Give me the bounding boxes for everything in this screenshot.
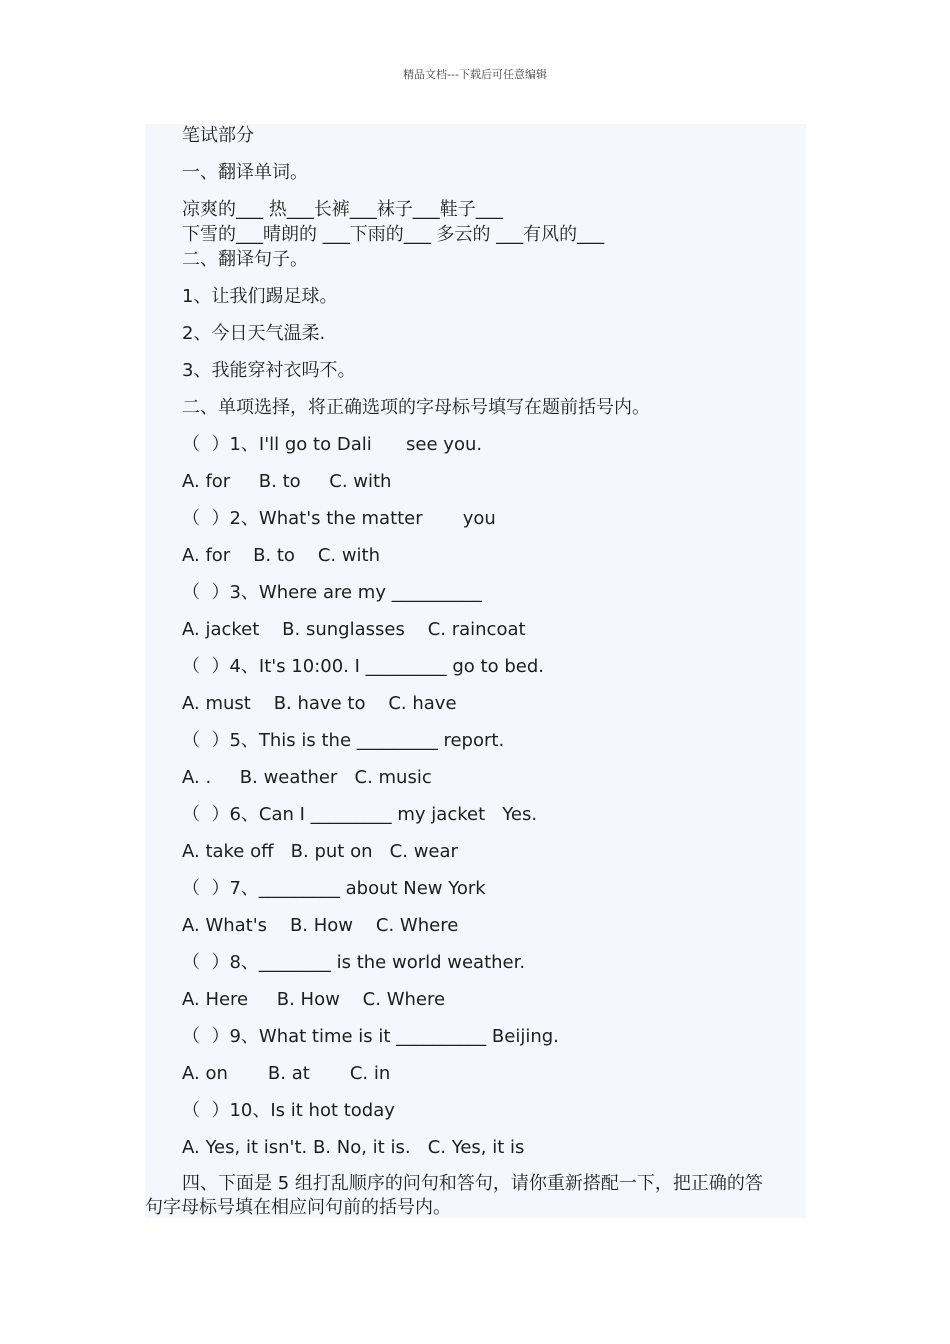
page-header: 精品文档---下载后可任意编辑 <box>403 68 547 81</box>
question-1: （ ）1、I'll go to Dali see you. <box>182 434 483 455</box>
options-8: A. Here B. How C. Where <box>182 989 446 1010</box>
question-10: （ ）10、Is it hot today <box>182 1100 395 1121</box>
sentence-3: 3、我能穿衬衣吗不。 <box>182 360 356 381</box>
question-8: （ ）8、________ is the world weather. <box>182 952 526 973</box>
options-5: A. . B. weather C. music <box>182 767 432 788</box>
heading-matching: 四、下面是 5 组打乱顺序的问句和答句，请你重新搭配一下，把正确的答 <box>182 1173 763 1194</box>
question-2: （ ）2、What's the matter you <box>182 508 496 529</box>
options-9: A. on B. at C. in <box>182 1063 391 1084</box>
question-9: （ ）9、What time is it __________ Beijing. <box>182 1026 559 1047</box>
question-5: （ ）5、This is the _________ report. <box>182 730 505 751</box>
options-2: A. for B. to C. with <box>182 545 381 566</box>
word-list-2: 下雪的___晴朗的 ___下雨的___ 多云的 ___有风的___ <box>182 224 605 245</box>
question-3: （ ）3、Where are my __________ <box>182 582 482 603</box>
heading-multiple-choice: 二、单项选择，将正确选项的字母标号填写在题前括号内。 <box>182 397 650 418</box>
heading-translate-sentences: 二、翻译句子。 <box>182 249 308 270</box>
question-7: （ ）7、_________ about New York <box>182 878 486 899</box>
heading-matching-continued: 句字母标号填在相应问句前的括号内。 <box>145 1197 451 1218</box>
sentence-1: 1、让我们踢足球。 <box>182 286 338 307</box>
options-1: A. for B. to C. with <box>182 471 392 492</box>
options-3: A. jacket B. sunglasses C. raincoat <box>182 619 526 640</box>
question-6: （ ）6、Can I _________ my jacket Yes. <box>182 804 538 825</box>
word-list-1: 凉爽的___ 热___长裤___袜子___鞋子___ <box>182 199 503 220</box>
options-6: A. take off B. put on C. wear <box>182 841 458 862</box>
sentence-2: 2、今日天气温柔. <box>182 323 326 344</box>
options-7: A. What's B. How C. Where <box>182 915 459 936</box>
section-title: 笔试部分 <box>182 125 254 146</box>
question-4: （ ）4、It's 10:00. I _________ go to bed. <box>182 656 544 677</box>
options-10: A. Yes, it isn't. B. No, it is. C. Yes, it is <box>182 1137 525 1158</box>
options-4: A. must B. have to C. have <box>182 693 457 714</box>
heading-translate-words: 一、翻译单词。 <box>182 162 308 183</box>
